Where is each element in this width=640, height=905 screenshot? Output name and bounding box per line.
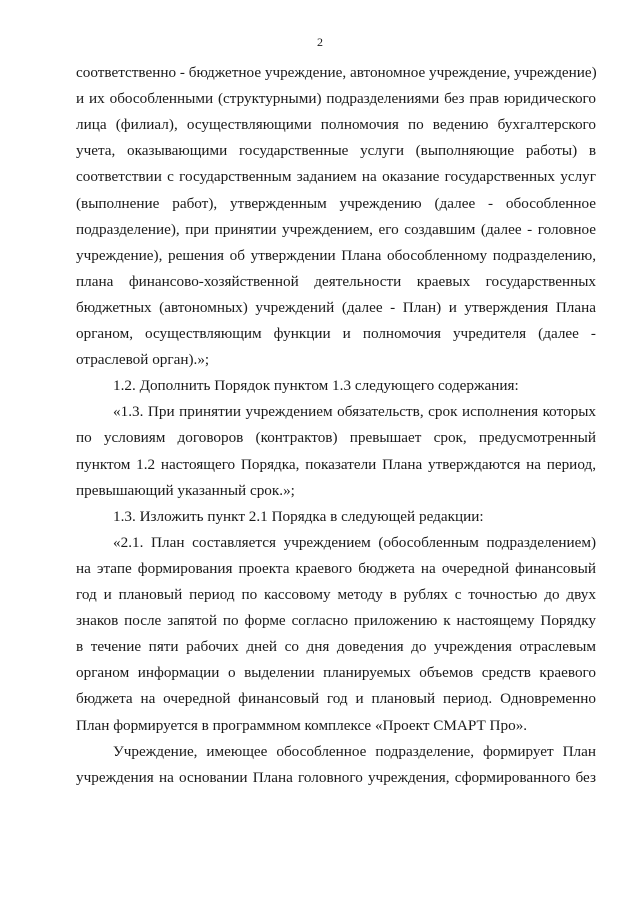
- text-line: «2.1. План составляется учреждением (обособленным подразделением): [113, 533, 596, 551]
- text-line: в течение пяти рабочих дней со дня доведения до учреждения отраслевым: [76, 638, 596, 656]
- text-line: План формируется в программном комплексе «Проект СМАРТ Про».: [76, 716, 528, 734]
- page-number: 2: [317, 35, 323, 49]
- text-line: учреждения на основании Плана головного учреждения, сформированного без: [76, 768, 596, 786]
- text-line: учета, оказывающими государственные услуги (выполняющие работы) в: [76, 142, 596, 160]
- text-line: «1.3. При принятии учреждением обязательств, срок исполнения которых: [113, 403, 596, 421]
- text-line: отраслевой орган).»;: [76, 351, 210, 369]
- text-line: и их обособленными (структурными) подразделениями без прав юридического: [76, 90, 596, 108]
- text-line: бюджета на очередной финансовый год и плановый период. Одновременно: [76, 690, 596, 708]
- text-line: Учреждение, имеющее обособленное подразделение, формирует План: [113, 742, 596, 760]
- text-line: по условиям договоров (контрактов) превышает срок, предусмотренный: [76, 429, 596, 447]
- text-line: 1.2. Дополнить Порядок пунктом 1.3 следующего содержания:: [113, 377, 519, 395]
- text-line: плана финансово-хозяйственной деятельности краевых государственных: [76, 272, 596, 290]
- text-line: год и плановый период по кассовому методу в рублях с точностью до двух: [76, 586, 596, 603]
- text-line: 1.3. Изложить пункт 2.1 Порядка в следующей редакции:: [113, 507, 484, 525]
- text-line: пунктом 1.2 настоящего Порядка, показатели Плана утверждаются на период,: [76, 455, 596, 473]
- text-line: превышающий указанный срок.»;: [76, 481, 295, 499]
- text-line: (выполнение работ), утвержденным учреждению (далее - обособленное: [76, 194, 596, 212]
- text-line: подразделение), при принятии учреждением, его создавшим (далее - головное: [76, 220, 596, 238]
- text-line: лица (филиал), осуществляющими полномочия по ведению бухгалтерского: [76, 116, 596, 134]
- text-line: соответственно - бюджетное учреждение, автономное учреждение, учреждение): [76, 64, 597, 81]
- text-line: бюджетных (автономных) учреждений (далее - План) и утверждения Плана: [76, 298, 596, 316]
- text-line: учреждение), решения об утверждении Плана обособленному подразделению,: [76, 246, 596, 264]
- text-line: органом информации о выделении планируемых объемов средств краевого: [76, 664, 596, 682]
- text-line: знаков после запятой по форме согласно приложению к настоящему Порядку: [76, 612, 596, 630]
- text-line: соответствии с государственным заданием на оказание государственных услуг: [76, 168, 596, 186]
- text-line: органом, осуществляющим функции и полномочия учредителя (далее -: [76, 325, 596, 342]
- text-line: на этапе формирования проекта краевого бюджета на очередной финансовый: [76, 559, 596, 577]
